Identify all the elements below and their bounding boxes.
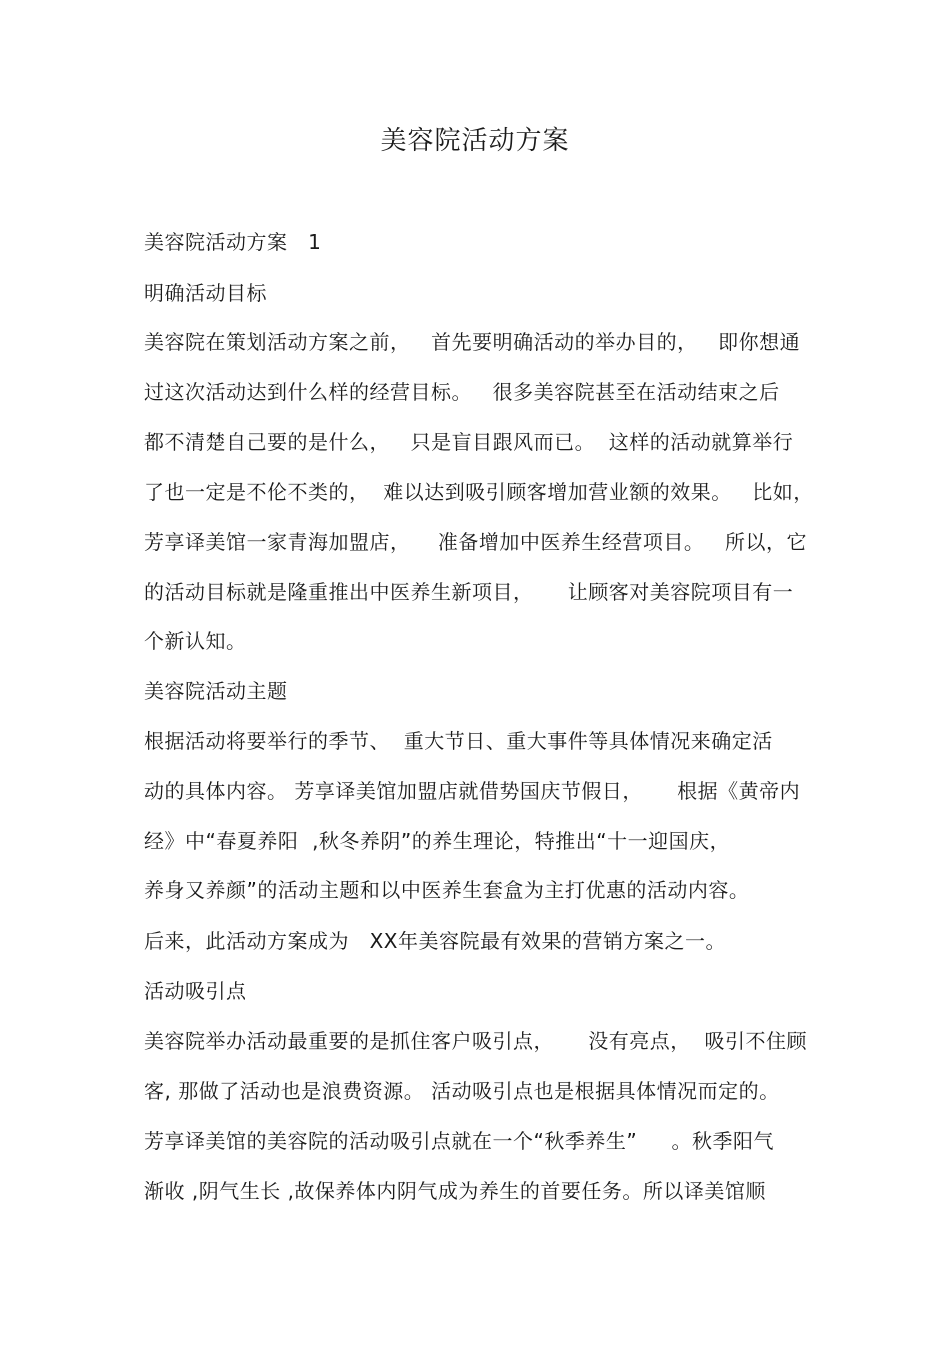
paragraph-line: 后来，此活动方案成为 XX年美容院最有效果的营销方案之一。 [144,929,726,953]
paragraph-line: 渐收 ,阴气生长 ,故保养体内阴气成为养生的首要任务。所以译美馆顺 [144,1179,766,1203]
subheading: 美容院活动主题 [144,679,288,703]
paragraph-line: 的活动目标就是隆重推出中医养生新项目， 让顾客对美容院项目有一 [144,580,794,604]
subheading: 明确活动目标 [144,281,267,305]
paragraph-line: 客, 那做了活动也是浪费资源。 活动吸引点也是根据具体情况而定的。 [144,1079,780,1103]
paragraph-line: 养身又养颜”的活动主题和以中医养生套盒为主打优惠的活动内容。 [144,878,750,902]
section-heading: 美容院活动方案 1 [144,230,322,254]
document-title: 美容院活动方案 [380,126,570,156]
paragraph-line: 过这次活动达到什么样的经营目标。 很多美容院甚至在活动结束之后 [144,380,780,404]
paragraph-line: 芳享译美馆的美容院的活动吸引点就在一个“秋季养生” 。秋季阳气 [144,1129,775,1153]
paragraph-line: 动的具体内容。 芳享译美馆加盟店就借势国庆节假日， 根据《黄帝内 [144,779,801,803]
paragraph-line: 经》中“春夏养阳 ,秋冬养阴”的养生理论，特推出“十一迎国庆， [144,829,731,853]
paragraph-line: 个新认知。 [144,629,247,653]
paragraph-line: 都不清楚自己要的是什么， 只是盲目跟风而已。 这样的活动就算举行 [144,430,794,454]
paragraph-line: 根据活动将要举行的季节、 重大节日、重大事件等具体情况来确定活 [144,729,773,753]
paragraph-line: 美容院举办活动最重要的是抓住客户吸引点， 没有亮点， 吸引不住顾 [144,1029,808,1053]
paragraph-line: 了也一定是不伦不类的， 难以达到吸引顾客增加营业额的效果。 比如， [144,480,814,504]
paragraph-line: 芳享译美馆一家青海加盟店， 准备增加中医养生经营项目。 所以，它 [144,530,808,554]
subheading: 活动吸引点 [144,979,247,1003]
paragraph-line: 美容院在策划活动方案之前， 首先要明确活动的举办目的， 即你想通 [144,330,801,354]
